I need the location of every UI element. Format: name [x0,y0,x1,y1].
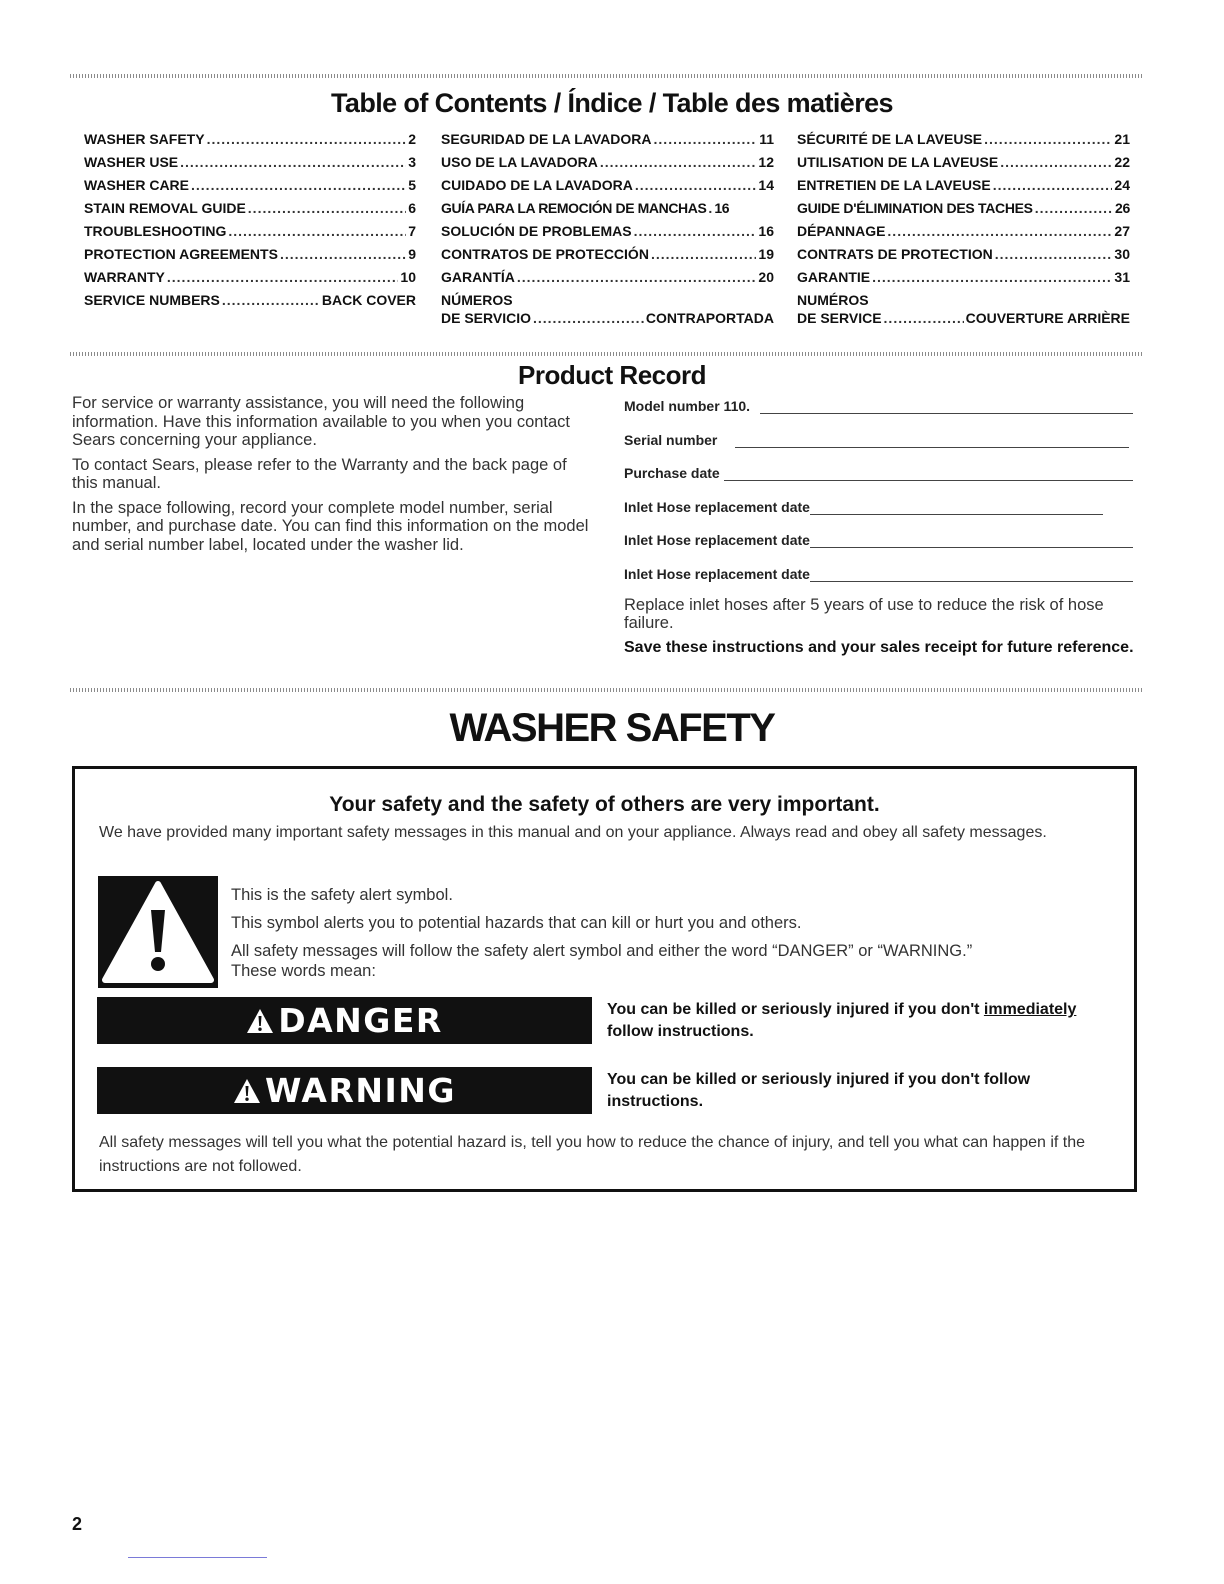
write-in-line[interactable] [735,435,1129,448]
save-instructions-note: Save these instructions and your sales receipt for future reference. [624,638,1134,656]
alert-line: All safety messages will follow the safety alert symbol and either the word “DANGER” or “WARNING.” [231,942,973,960]
toc-entry[interactable]: ENTRETIEN DE LA LAVEUSE ..... 24 [797,174,1130,197]
inlet-hose-date-field[interactable]: Inlet Hose replacement date [624,515,1139,549]
write-in-line[interactable] [810,569,1133,582]
product-record-divider [70,688,1142,692]
toc-entry[interactable]: UTILISATION DE LA LAVEUSE ..... 22 [797,151,1130,174]
danger-signal-word: DANGER [97,997,592,1044]
danger-alert-icon [246,1007,274,1035]
toc-spanish-column [441,128,774,327]
purchase-date-field[interactable]: Purchase date [624,448,1139,482]
toc-entry[interactable]: WASHER USE ..... 3 [84,151,416,174]
toc-entry[interactable]: CONTRATOS DE PROTECCIÓN ..... 19 [441,243,774,266]
safety-alert-explanation [231,881,1111,981]
top-divider [70,74,1142,78]
toc-entry[interactable]: CONTRATS DE PROTECTION ..... 30 [797,243,1130,266]
toc-entry[interactable]: WASHER CARE ..... 5 [84,174,416,197]
toc-french-column [797,128,1130,327]
paragraph: To contact Sears, please refer to the Warranty and the back page of this manual. [72,455,567,492]
toc-entry[interactable]: NUMÉROS DE SERVICE ..... COUVERTURE ARRIÈRE [797,291,1130,327]
serial-number-field[interactable]: Serial number [624,414,1139,448]
inlet-hose-date-field[interactable]: Inlet Hose replacement date [624,481,1139,515]
toc-entry[interactable]: GARANTIE ..... 31 [797,266,1130,289]
paragraph: For service or warranty assistance, you will need the following information. Have this information available to you when you contact Sears concerning your appliance. [72,394,571,449]
write-in-line[interactable] [760,401,1133,414]
toc-entry[interactable]: WASHER SAFETY ..... 2 [84,128,416,151]
hose-replacement-note: Replace inlet hoses after 5 years of use to reduce the risk of hose failure. [624,595,1104,633]
safety-intro: We have provided many important safety messages in this manual and on your appliance. Always read and obey all safety messages. [99,824,1047,841]
toc-entry[interactable]: STAIN REMOVAL GUIDE ..... 6 [84,197,416,220]
toc-entry[interactable]: SOLUCIÓN DE PROBLEMAS ..... 16 [441,220,774,243]
toc-divider [70,352,1142,356]
toc-entry[interactable]: DÉPANNAGE ..... 27 [797,220,1130,243]
toc-entry[interactable]: PROTECTION AGREEMENTS ..... 9 [84,243,416,266]
toc-english-column [84,128,416,312]
footer-line [128,1557,267,1558]
alert-line: These words mean: [231,962,376,980]
toc-entry[interactable]: GARANTÍA ..... 20 [441,266,774,289]
model-number-field[interactable]: Model number 110. [624,394,1139,414]
warning-signal-word: WARNING [97,1067,592,1114]
write-in-line[interactable] [810,502,1103,515]
write-in-line[interactable] [810,535,1133,548]
warning-description: You can be killed or seriously injured if you don't follow instructions. [607,1071,1031,1110]
safety-box [72,766,1137,1192]
product-record-form [624,394,1139,657]
toc-entry[interactable]: SERVICE NUMBERS ..... BACK COVER [84,289,416,312]
page-number: 2 [72,1514,83,1534]
toc-entry[interactable]: USO DE LA LAVADORA ..... 12 [441,151,774,174]
toc-title: Table of Contents / Índice / Table des matières [331,88,893,118]
paragraph: In the space following, record your complete model number, serial number, and purchase date. You can find this information on the model and serial number label, located under the washer lid. [72,498,589,554]
alert-line: This symbol alerts you to potential hazards that can kill or hurt you and others. [231,914,802,932]
alert-line: This is the safety alert symbol. [231,886,453,904]
toc-entry[interactable]: SEGURIDAD DE LA LAVADORA ..... 11 [441,128,774,151]
toc-entry[interactable]: NÚMEROS DE SERVICIO ..... CONTRAPORTADA [441,291,774,327]
product-record-instructions [72,394,592,560]
safety-alert-symbol-icon [98,876,218,988]
toc-entry[interactable]: SÉCURITÉ DE LA LAVEUSE ..... 21 [797,128,1130,151]
safety-heading: Your safety and the safety of others are very important. [329,793,880,816]
toc-entry[interactable]: GUÍA PARA LA REMOCIÓN DE MANCHAS ..... 16 [441,197,774,220]
write-in-line[interactable] [724,468,1133,481]
product-record-title: Product Record [517,360,707,390]
toc-entry[interactable]: TROUBLESHOOTING ..... 7 [84,220,416,243]
inlet-hose-date-field[interactable]: Inlet Hose replacement date [624,548,1139,582]
toc-entry[interactable]: CUIDADO DE LA LAVADORA ..... 14 [441,174,774,197]
safety-outro: All safety messages will tell you what the potential hazard is, tell you how to reduce the chance of injury, and tell you what can happen if the instructions are not followed. [99,1134,1086,1175]
washer-safety-title: WASHER SAFETY [449,706,775,750]
toc-entry[interactable]: WARRANTY ..... 10 [84,266,416,289]
toc-entry[interactable]: GUIDE D'ÉLIMINATION DES TACHES ..... 26 [797,197,1130,220]
warning-alert-icon [233,1077,261,1105]
danger-description: You can be killed or seriously injured if you don't immediately follow instructions. [607,1001,1077,1040]
